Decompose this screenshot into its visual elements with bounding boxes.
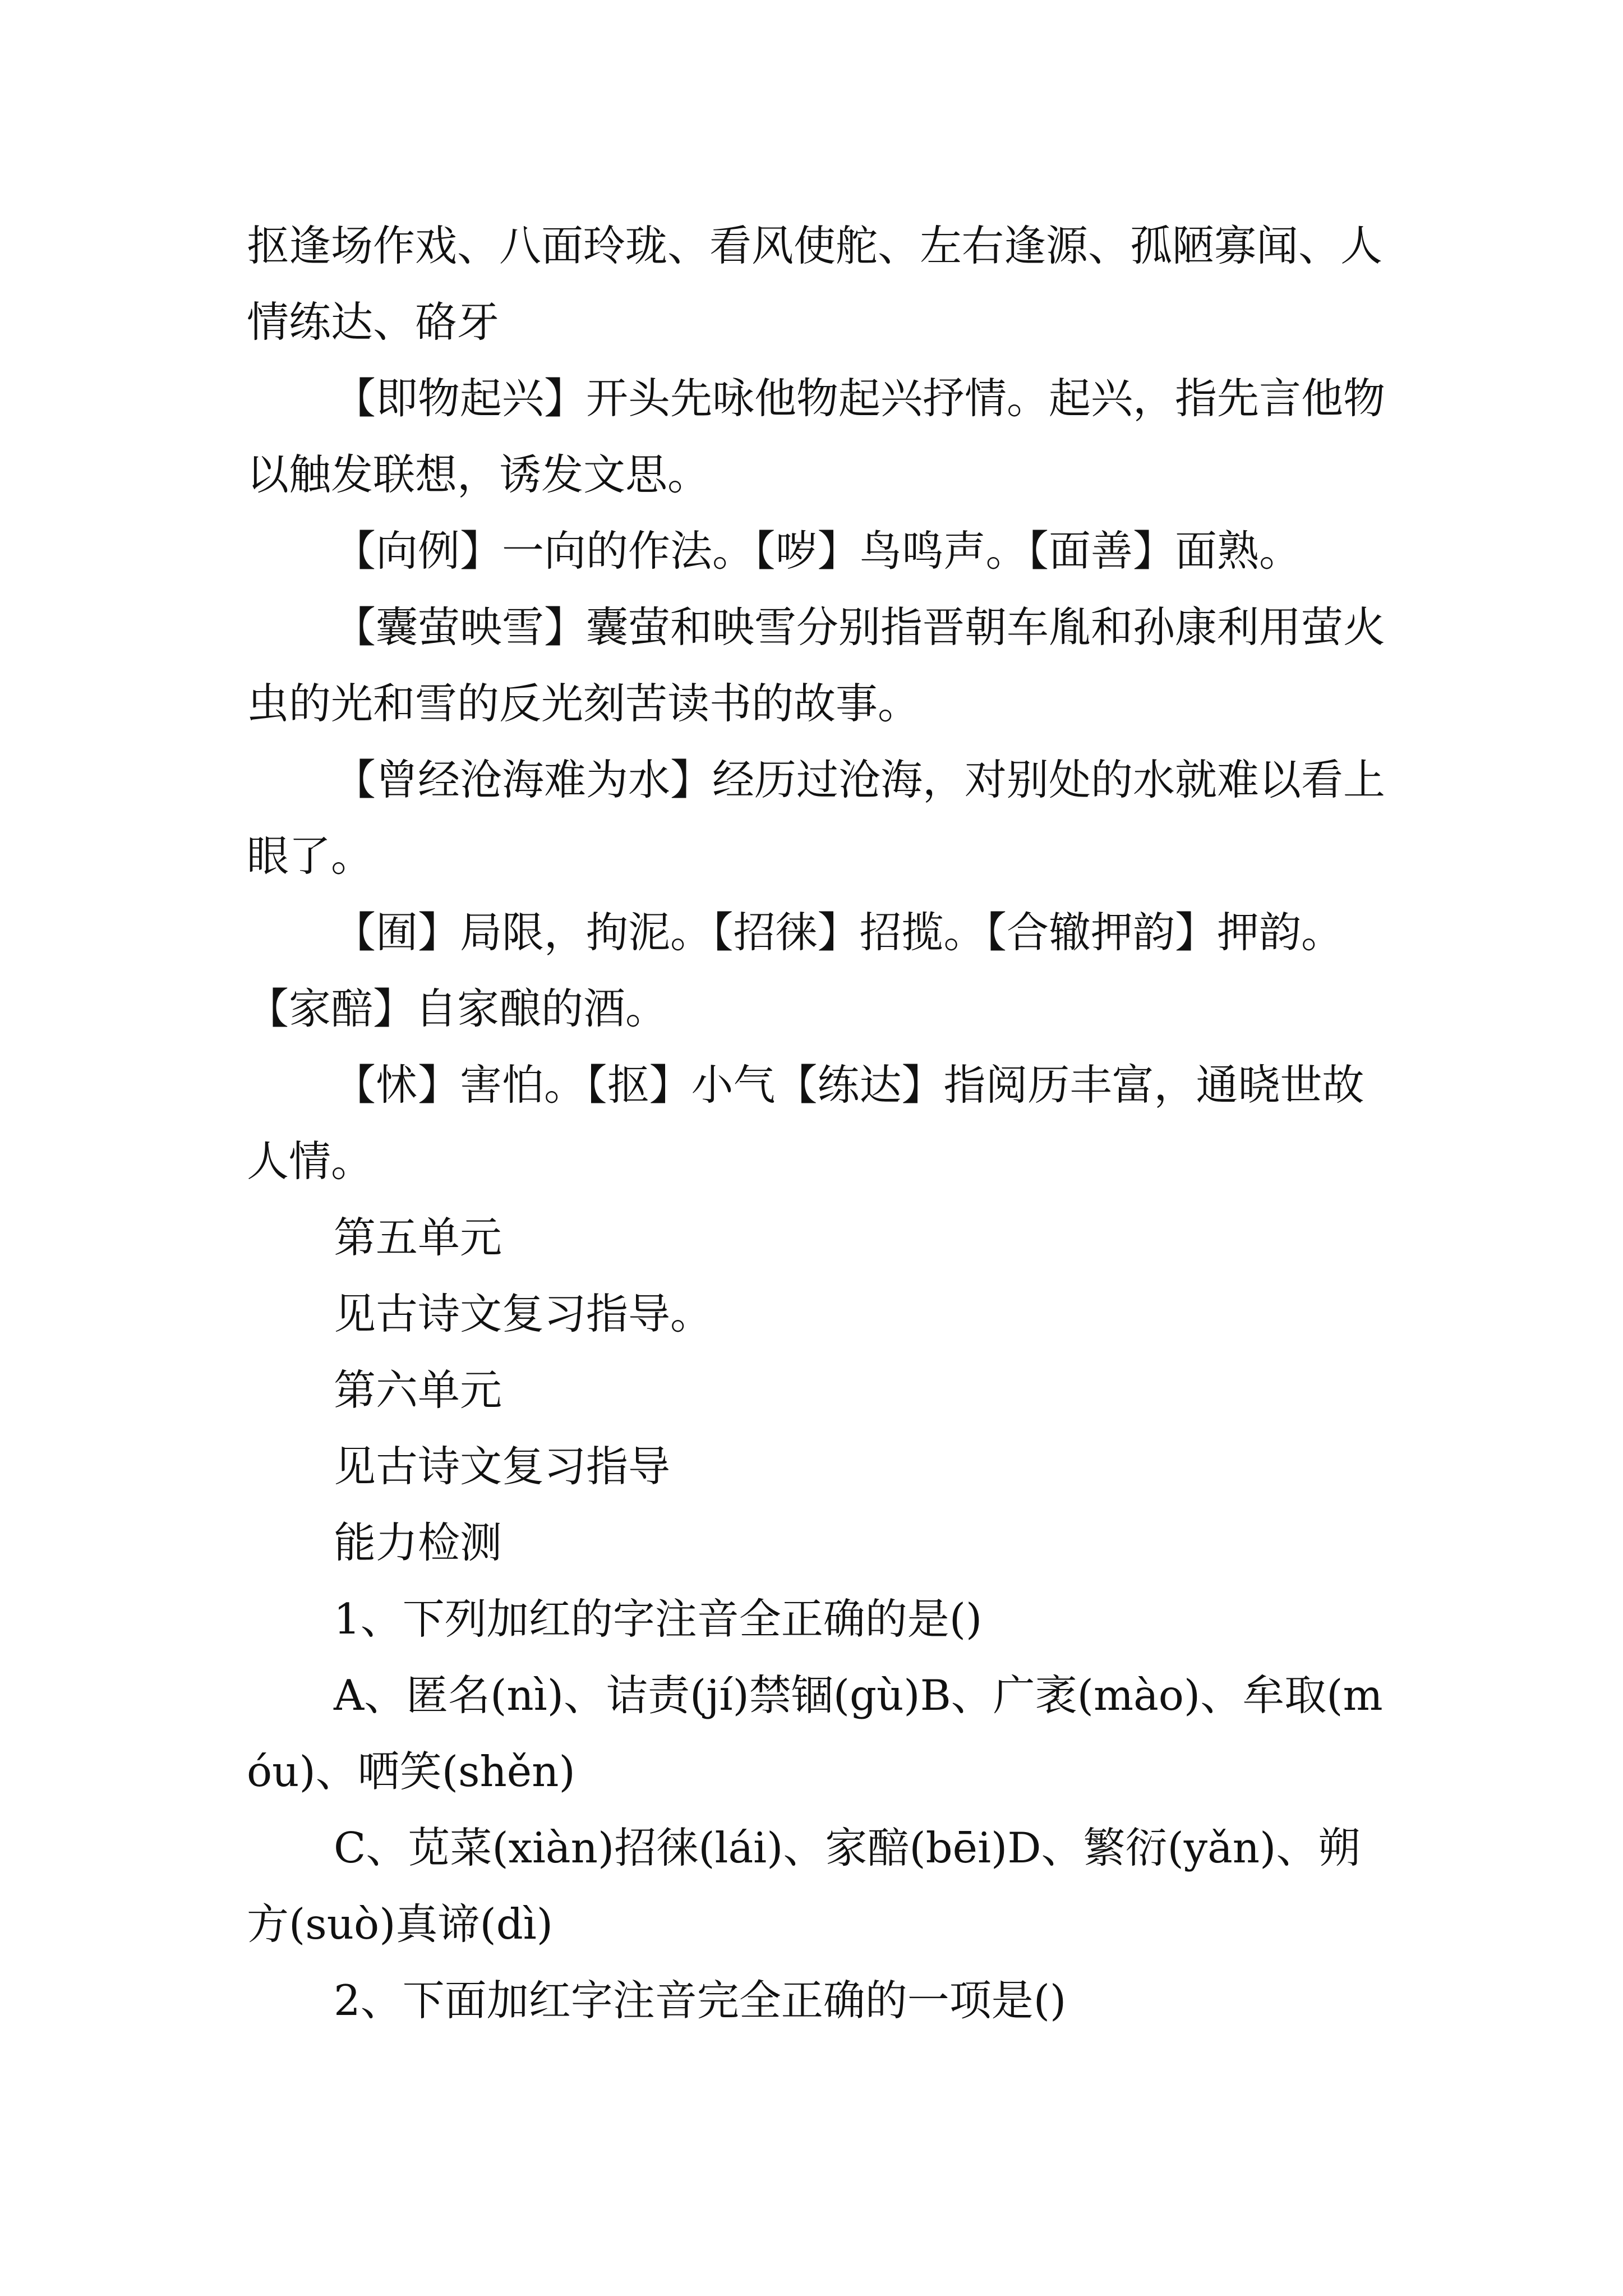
unit-note: 见古诗文复习指导。 [334, 1289, 713, 1338]
document-body [247, 208, 1388, 2039]
section-heading: 能力检测 [334, 1518, 502, 1567]
unit-heading: 第六单元 [334, 1365, 502, 1415]
unit-note: 见古诗文复习指导 [334, 1442, 671, 1491]
unit-heading: 第五单元 [334, 1213, 502, 1262]
definition-paragraph: 【囿】局限，拘泥。【招徕】招揽。【合辙押韵】押韵。【家醅】自家酿的酒。 [247, 908, 1344, 1033]
answer-options: A、匿名(nì)、诘责(jí)禁锢(gù)B、广袤(mào)、牟取(móu)、哂笑(shěn) [247, 1671, 1383, 1796]
definition-paragraph: 【即物起兴】开头先咏他物起兴抒情。起兴，指先言他物以触发联想，诱发文思。 [247, 374, 1386, 499]
idiom-list: 抠逢场作戏、八面玲珑、看风使舵、左右逢源、孤陋寡闻、人情练达、硌牙 [247, 221, 1383, 347]
definition-paragraph: 【曾经沧海难为水】经历过沧海，对别处的水就难以看上眼了。 [247, 755, 1386, 881]
answer-options: C、苋菜(xiàn)招徕(lái)、家醅(bēi)D、繁衍(yǎn)、朔方(suò)真谛(dì) [247, 1823, 1361, 1949]
question: 1、下列加红的字注音全正确的是() [334, 1594, 983, 1644]
definition-paragraph: 【怵】害怕。【抠】小气【练达】指阅历丰富，通晓世故人情。 [247, 1060, 1364, 1186]
definition-paragraph: 【囊萤映雪】囊萤和映雪分别指晋朝车胤和孙康利用萤火虫的光和雪的反光刻苦读书的故事。 [247, 602, 1386, 728]
definition-paragraph: 【向例】一向的作法。【哕】鸟鸣声。【面善】面熟。 [334, 526, 1302, 576]
question: 2、下面加红字注音完全正确的一项是() [334, 1976, 1067, 2025]
